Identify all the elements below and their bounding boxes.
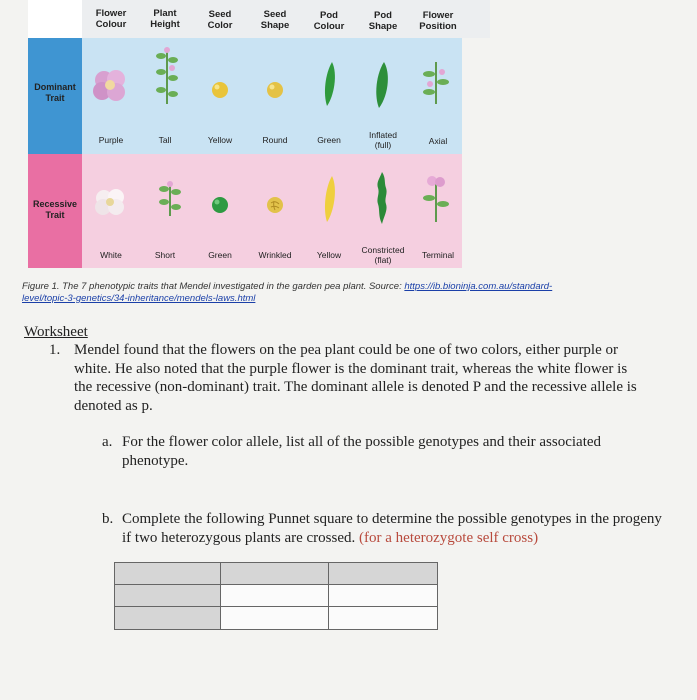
green-seed-icon [211,196,229,214]
trait-short: Short [154,250,176,260]
question-b-note: (for a heterozygote self cross) [359,529,539,546]
trait-round: Round [262,135,288,145]
question-b-body: Complete the following Punnet square to determine the possible genotypes in the progeny if two heterozygous plants are crossed. [122,511,662,546]
header-plant-height: Plant Height [150,8,180,30]
purple-flower-icon [90,66,130,104]
header-pod-colour: Pod Colour [313,10,345,32]
punnett-header-col [115,563,220,629]
short-plant-icon [156,180,184,218]
punnett-cell-r2c2[interactable] [329,607,437,629]
punnett-cell-r1c2[interactable] [329,585,437,606]
axial-flower-icon [421,60,451,106]
trait-figure [28,0,462,268]
trait-inflated: Inflated (full) [369,130,397,150]
header-seed-color: Seed Color [207,9,233,31]
round-seed-icon [266,81,284,99]
question-a-text: For the flower color allele, list all of the possible genotypes and their associated phenotype. [122,434,602,469]
tall-plant-icon [152,46,182,106]
trait-constricted: Constricted (flat) [361,245,405,265]
caption-text: Figure 1. The 7 phenotypic traits that Mendel investigated in the garden pea plant. Source: [22,281,405,292]
punnett-cell-r1c1[interactable] [221,585,328,606]
question-b-text [122,510,662,547]
figure-caption [22,281,662,305]
wrinkled-seed-icon [266,196,284,214]
trait-purple: Purple [98,135,124,145]
punnett-square [114,562,438,630]
trait-axial: Axial [428,136,448,146]
inflated-pod-icon [373,60,391,110]
header-flower-position: Flower Position [419,10,457,32]
trait-green-pod: Green [317,135,341,145]
header-seed-shape: Seed Shape [260,9,290,31]
trait-wrinkled: Wrinkled [258,250,292,260]
source-link-continued[interactable]: level/topic-3-genetics/34-inheritance/mendels-laws.html [22,293,256,304]
question-b-number: b. [102,511,114,527]
worksheet-title: Worksheet [24,324,88,340]
header-pod-shape: Pod Shape [368,10,398,32]
constricted-pod-icon [373,170,391,226]
question-1-text: Mendel found that the flowers on the pea plant could be one of two colors, either purple or white. He also noted that the purple flower is the dominant trait, whereas the white flower is the recessive (non-dominant) trait. The dominant allele is denoted P and the recessive allele is denoted as p. [74,342,637,414]
trait-white: White [100,250,122,260]
recessive-trait-label: Recessive Trait [32,199,78,220]
green-pod-icon [322,60,338,108]
question-1-number: 1. [49,342,61,358]
trait-green-seed: Green [208,250,232,260]
trait-yellow: Yellow [207,135,233,145]
source-link[interactable]: https://ib.bioninja.com.au/standard- [404,281,553,292]
dominant-trait-label: Dominant Trait [34,82,76,103]
header-flower-colour: Flower Colour [95,8,127,30]
trait-tall: Tall [158,135,172,145]
terminal-flower-icon [421,174,451,224]
yellow-seed-icon [211,81,229,99]
yellow-pod-icon [322,174,338,224]
trait-yellow-pod: Yellow [316,250,342,260]
question-a-number: a. [102,434,113,450]
punnett-cell-r2c1[interactable] [221,607,328,629]
white-flower-icon [92,186,128,218]
trait-terminal: Terminal [421,250,455,260]
